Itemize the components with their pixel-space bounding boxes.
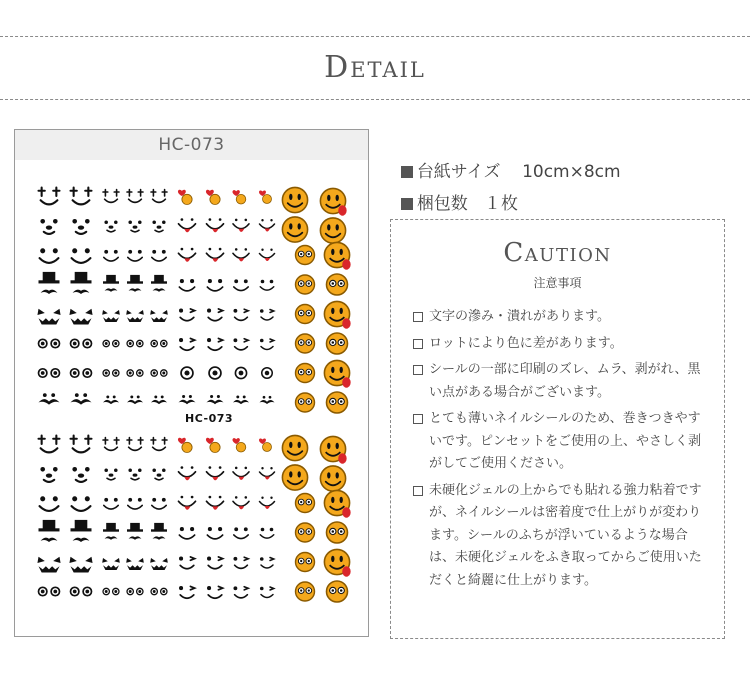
- yellowe-face-icon: [296, 246, 315, 265]
- tongue-face-icon: [233, 248, 249, 261]
- yellowt-face-icon: [320, 188, 346, 215]
- spec-size-value: 10cm×8cm: [522, 162, 621, 182]
- bigeye-face-icon: [262, 368, 273, 379]
- mustache-face-icon: [207, 395, 224, 404]
- eyes-face-icon: [127, 340, 143, 346]
- eyes-face-icon: [103, 370, 119, 376]
- eyes-face-icon: [127, 370, 143, 376]
- eyes-face-icon: [103, 588, 119, 594]
- yellowt-face-icon: [324, 549, 350, 576]
- mustache-face-icon: [39, 393, 60, 404]
- bigeye-face-icon: [235, 367, 246, 378]
- wink-face-icon: [207, 338, 223, 350]
- mustache-face-icon: [151, 395, 167, 404]
- checkbox-bullet-icon: [413, 365, 423, 375]
- spec-size-label: 台紙サイズ: [416, 162, 501, 182]
- smile-face-icon: [40, 496, 59, 511]
- smile-face-icon: [179, 279, 194, 291]
- pumpkin-face-icon: [150, 558, 168, 570]
- caution-item: とても薄いネイルシールのため、巻きつきやすいです。ピンセットをご使用の上、やさしく剥がしてご使用ください。: [413, 408, 713, 476]
- pumpkin-face-icon: [126, 558, 144, 570]
- smile-face-icon: [260, 280, 274, 290]
- heart-face-icon: [178, 190, 192, 205]
- smile-face-icon: [104, 250, 118, 261]
- eyes-face-icon: [151, 370, 167, 376]
- hat-face-icon: [71, 520, 92, 542]
- cross-face-icon: [151, 438, 167, 451]
- tongue-face-icon: [179, 248, 196, 262]
- smile-face-icon: [179, 527, 194, 539]
- spec-quantity-value: １枚: [484, 194, 519, 214]
- yellowt-face-icon: [320, 436, 346, 463]
- wink-face-icon: [233, 338, 248, 350]
- tongue-face-icon: [207, 248, 224, 262]
- spec-quantity-label: 梱包数: [416, 194, 468, 214]
- yellowt-face-icon: [324, 242, 350, 269]
- yellowe-face-icon: [327, 392, 348, 413]
- square-bullet-icon: [401, 198, 413, 210]
- cross-face-icon: [103, 190, 119, 203]
- wink-face-icon: [233, 309, 248, 321]
- caution-item: 未硬化ジェルの上からでも貼れる強力粘着ですが、ネイルシールは密着度で仕上がりが変わります。シールのふちが浮いているような場合は、未硬化ジェルをふき取ってからご使用いただくと綺麗に仕上がります。: [413, 480, 713, 593]
- dog-face-icon: [152, 221, 165, 232]
- tongue-face-icon: [179, 218, 196, 232]
- yellowe-face-icon: [296, 523, 315, 542]
- wink-face-icon: [260, 557, 274, 568]
- smile-face-icon: [152, 250, 166, 261]
- hat-face-icon: [151, 523, 167, 540]
- spec-quantity: [390, 169, 518, 214]
- tongue-face-icon: [260, 249, 275, 261]
- cross-face-icon: [71, 436, 92, 453]
- tongue-face-icon: [179, 466, 196, 480]
- yellowe-face-icon: [327, 274, 348, 295]
- yellow-face-icon: [320, 218, 345, 243]
- wink-face-icon: [260, 339, 274, 350]
- cross-face-icon: [127, 438, 143, 451]
- yellow-face-icon: [282, 187, 307, 212]
- tongue-face-icon: [233, 496, 249, 509]
- hat-face-icon: [127, 523, 143, 540]
- dog-face-icon: [40, 219, 57, 234]
- tongue-face-icon: [179, 496, 196, 510]
- yellowt-face-icon: [324, 360, 350, 387]
- heart-face-icon: [233, 190, 246, 204]
- tongue-face-icon: [260, 497, 275, 509]
- pumpkin-face-icon: [37, 309, 60, 325]
- yellow-face-icon: [320, 466, 345, 491]
- yellowe-face-icon: [296, 364, 315, 383]
- checkbox-bullet-icon: [413, 414, 423, 424]
- pumpkin-face-icon: [102, 558, 120, 570]
- yellowe-face-icon: [296, 582, 315, 601]
- smile-face-icon: [152, 498, 166, 509]
- tongue-face-icon: [207, 218, 224, 232]
- pumpkin-face-icon: [126, 310, 144, 322]
- smile-face-icon: [40, 248, 59, 263]
- yellow-face-icon: [282, 465, 307, 490]
- wink-face-icon: [179, 309, 195, 321]
- bigeye-face-icon: [181, 367, 193, 379]
- bottom-dashed-rule: [0, 99, 750, 100]
- eyes-face-icon: [127, 588, 143, 594]
- pumpkin-face-icon: [37, 557, 60, 573]
- pumpkin-face-icon: [102, 310, 120, 322]
- mustache-face-icon: [71, 393, 92, 404]
- smile-face-icon: [207, 279, 222, 291]
- cross-face-icon: [103, 438, 119, 451]
- hat-face-icon: [103, 275, 119, 292]
- yellowt-face-icon: [324, 490, 350, 517]
- dog-face-icon: [104, 469, 117, 480]
- heart-face-icon: [178, 438, 192, 453]
- yellowe-face-icon: [296, 553, 315, 572]
- heart-face-icon: [206, 438, 220, 453]
- hat-face-icon: [151, 275, 167, 292]
- caution-subtitle: 注意事項: [533, 276, 582, 290]
- smile-face-icon: [72, 496, 91, 511]
- yellowe-face-icon: [296, 494, 315, 513]
- page-title: Detail: [324, 50, 426, 85]
- eyes-face-icon: [71, 587, 92, 595]
- caution-item: シールの一部に印刷のズレ、ムラ、剥がれ、黒い点がある場合がございます。: [413, 359, 713, 404]
- smile-face-icon: [72, 248, 91, 263]
- dog-face-icon: [40, 467, 57, 482]
- caution-list: [413, 306, 713, 596]
- eyes-face-icon: [151, 340, 167, 346]
- cross-face-icon: [127, 190, 143, 203]
- smile-face-icon: [207, 527, 222, 539]
- hat-face-icon: [71, 272, 92, 294]
- wink-face-icon: [207, 309, 223, 321]
- yellowe-face-icon: [327, 522, 348, 543]
- dog-face-icon: [128, 221, 141, 232]
- wink-face-icon: [179, 338, 195, 350]
- hat-face-icon: [127, 275, 143, 292]
- eyes-face-icon: [71, 369, 92, 377]
- checkbox-bullet-icon: [413, 486, 423, 496]
- smile-face-icon: [104, 498, 118, 509]
- wink-face-icon: [207, 586, 223, 598]
- heart-face-icon: [233, 438, 246, 452]
- wink-face-icon: [179, 557, 195, 569]
- yellow-face-icon: [282, 217, 307, 242]
- wink-face-icon: [207, 557, 223, 569]
- wink-face-icon: [233, 586, 248, 598]
- mustache-face-icon: [179, 395, 196, 404]
- dog-face-icon: [128, 469, 141, 480]
- heart-face-icon: [259, 191, 271, 204]
- tongue-face-icon: [233, 467, 249, 480]
- yellowe-face-icon: [327, 581, 348, 602]
- yellowe-face-icon: [296, 334, 315, 353]
- smile-face-icon: [234, 279, 248, 290]
- checkbox-bullet-icon: [413, 339, 423, 349]
- eyes-face-icon: [39, 339, 60, 347]
- eyes-face-icon: [103, 340, 119, 346]
- yellowt-face-icon: [324, 301, 350, 328]
- sheet-print-code: HC-073: [185, 412, 234, 425]
- yellowe-face-icon: [327, 333, 348, 354]
- dog-face-icon: [72, 467, 89, 482]
- yellowe-face-icon: [296, 275, 315, 294]
- hat-face-icon: [39, 520, 60, 542]
- pumpkin-face-icon: [69, 309, 92, 325]
- dog-face-icon: [72, 219, 89, 234]
- wink-face-icon: [233, 557, 248, 569]
- cross-face-icon: [39, 188, 60, 205]
- bigeye-face-icon: [209, 367, 221, 379]
- checkbox-bullet-icon: [413, 312, 423, 322]
- wink-face-icon: [260, 309, 274, 320]
- caution-item: ロットにより色に差があります。: [413, 333, 713, 356]
- mustache-face-icon: [233, 395, 249, 404]
- dog-face-icon: [104, 221, 117, 232]
- eyes-face-icon: [71, 339, 92, 347]
- smile-face-icon: [260, 528, 274, 538]
- cross-face-icon: [39, 436, 60, 453]
- smile-face-icon: [128, 250, 142, 261]
- cross-face-icon: [71, 188, 92, 205]
- top-dashed-rule: [0, 36, 750, 37]
- tongue-face-icon: [260, 467, 275, 479]
- dog-face-icon: [152, 469, 165, 480]
- cross-face-icon: [151, 190, 167, 203]
- tongue-face-icon: [207, 496, 224, 510]
- eyes-face-icon: [39, 369, 60, 377]
- wink-face-icon: [179, 586, 195, 598]
- mustache-face-icon: [103, 395, 119, 404]
- heart-face-icon: [259, 439, 271, 452]
- product-code-header: HC-073: [15, 130, 368, 160]
- hat-face-icon: [39, 272, 60, 294]
- smile-face-icon: [128, 498, 142, 509]
- eyes-face-icon: [151, 588, 167, 594]
- mustache-face-icon: [127, 395, 143, 404]
- yellow-face-icon: [282, 435, 307, 460]
- smile-face-icon: [234, 527, 248, 538]
- caution-item: 文字の滲み・潰れがあります。: [413, 306, 713, 329]
- yellowe-face-icon: [296, 393, 315, 412]
- nail-sticker-artwork: [15, 160, 368, 636]
- caution-title: Caution: [503, 238, 612, 268]
- pumpkin-face-icon: [69, 557, 92, 573]
- pumpkin-face-icon: [150, 310, 168, 322]
- hat-face-icon: [103, 523, 119, 540]
- tongue-face-icon: [207, 466, 224, 480]
- sticker-sheet-image: [14, 129, 369, 637]
- mustache-face-icon: [260, 396, 275, 404]
- yellowe-face-icon: [296, 305, 315, 324]
- heart-face-icon: [206, 190, 220, 205]
- caution-box: [390, 219, 725, 639]
- tongue-face-icon: [260, 219, 275, 231]
- eyes-face-icon: [39, 587, 60, 595]
- wink-face-icon: [260, 587, 274, 598]
- tongue-face-icon: [233, 219, 249, 232]
